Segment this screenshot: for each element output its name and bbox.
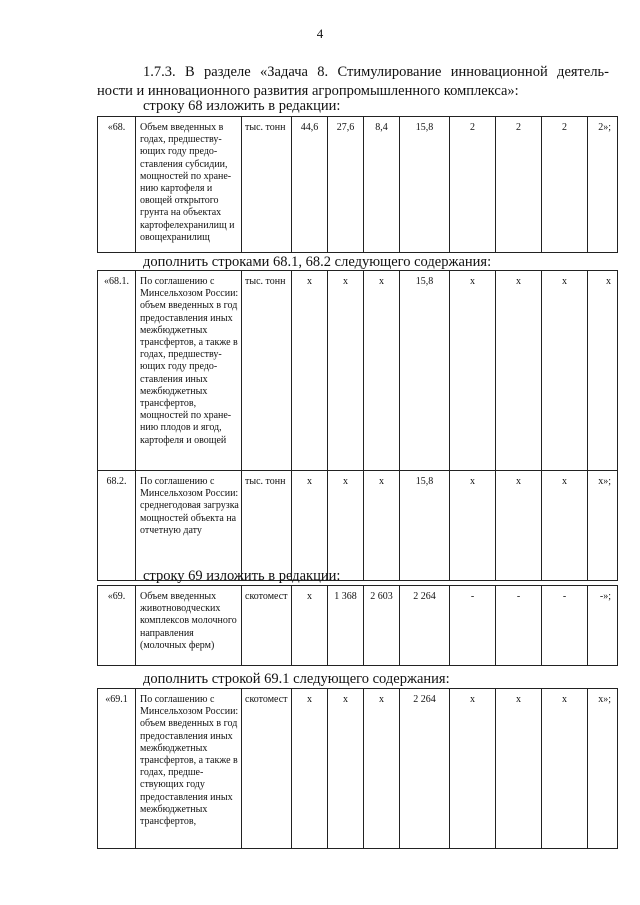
cell-value-7: 2 (542, 117, 588, 253)
cell-value-1: x (292, 471, 328, 581)
table-rows-68-1-68-2 (97, 270, 618, 581)
table-row (98, 117, 618, 253)
cell-indicator-name: Объем введенных в годах, предшеству-ющих году предо-ставления субсидии, мощностей по хране-нию картофеля и овощей открытого грунта на объектах картофелехранилищ и овощехранилищ (136, 117, 242, 253)
cell-value-6: 2 (496, 117, 542, 253)
cell-unit: тыс. тонн (242, 471, 292, 581)
cell-value-2: 27,6 (328, 117, 364, 253)
cell-value-8: x»; (588, 689, 618, 849)
intro-paragraph (97, 63, 609, 101)
cell-indicator-name: По соглашению с Минсельхозом России: среднегодовая загрузка мощностей объекта на отчетную дату (136, 471, 242, 581)
cell-value-1: x (292, 271, 328, 471)
cell-value-5: x (450, 689, 496, 849)
cell-value-8: -»; (588, 586, 618, 666)
label-row-69-1: дополнить строкой 69.1 следующего содержания: (143, 671, 450, 687)
cell-indicator-name: По соглашению с Минсельхозом России: объем введенных в год предоставления иных межбюджетных трансфертов, а также в годах, предше-ствующих году предоставления иных межбюджетных трансфертов, (136, 689, 242, 849)
cell-value-5: 2 (450, 117, 496, 253)
cell-value-4: 15,8 (400, 117, 450, 253)
cell-unit: скотомест (242, 586, 292, 666)
cell-row-number: 68.2. (98, 471, 136, 581)
cell-value-6: - (496, 586, 542, 666)
cell-indicator-name: По соглашению с Минсельхозом России: объем введенных в год предоставления иных межбюджетных трансфертов, а также в годах, предшеству-ющих году предо-ставления иных межбюджетных трансфертов, мощностей по хране-нию плодов и ягод, картофеля и овощей (136, 271, 242, 471)
intro-line-2: ности и инновационного развития агропромышленного комплекса»: (97, 83, 519, 99)
table-row-68 (97, 116, 618, 253)
table-row (98, 271, 618, 471)
cell-value-6: x (496, 271, 542, 471)
cell-value-1: x (292, 586, 328, 666)
cell-value-3: x (364, 271, 400, 471)
cell-value-8: x»; (588, 471, 618, 581)
cell-value-8: x (588, 271, 618, 471)
table-row (98, 471, 618, 581)
cell-value-5: x (450, 471, 496, 581)
cell-value-3: 2 603 (364, 586, 400, 666)
cell-indicator-name: Объем введенных животноводческих комплексов молочного направления (молочных ферм) (136, 586, 242, 666)
cell-row-number: «68. (98, 117, 136, 253)
cell-value-6: x (496, 471, 542, 581)
cell-value-7: - (542, 586, 588, 666)
cell-row-number: «69. (98, 586, 136, 666)
intro-line-1: 1.7.3. В разделе «Задача 8. Стимулирование инновационной деятель- (143, 64, 609, 80)
cell-unit: тыс. тонн (242, 271, 292, 471)
table-row-69 (97, 585, 618, 666)
cell-value-2: x (328, 271, 364, 471)
cell-unit: тыс. тонн (242, 117, 292, 253)
cell-value-7: x (542, 689, 588, 849)
cell-value-3: 8,4 (364, 117, 400, 253)
cell-value-3: x (364, 689, 400, 849)
cell-value-6: x (496, 689, 542, 849)
cell-value-2: 1 368 (328, 586, 364, 666)
cell-value-8: 2»; (588, 117, 618, 253)
cell-value-2: x (328, 689, 364, 849)
page-number: 4 (316, 26, 324, 41)
cell-row-number: «68.1. (98, 271, 136, 471)
label-rows-68-1-68-2: дополнить строками 68.1, 68.2 следующего содержания: (143, 254, 492, 270)
table-row (98, 586, 618, 666)
cell-value-5: x (450, 271, 496, 471)
cell-value-4: 15,8 (400, 271, 450, 471)
table-row (98, 689, 618, 849)
cell-value-4: 2 264 (400, 689, 450, 849)
label-row-68: строку 68 изложить в редакции: (143, 98, 341, 114)
label-row-69: строку 69 изложить в редакции: (143, 568, 341, 584)
cell-value-7: x (542, 271, 588, 471)
cell-value-5: - (450, 586, 496, 666)
cell-value-4: 15,8 (400, 471, 450, 581)
cell-value-3: x (364, 471, 400, 581)
cell-row-number: «69.1 (98, 689, 136, 849)
cell-unit: скотомест (242, 689, 292, 849)
cell-value-1: 44,6 (292, 117, 328, 253)
cell-value-4: 2 264 (400, 586, 450, 666)
table-row-69-1 (97, 688, 618, 849)
cell-value-1: x (292, 689, 328, 849)
cell-value-2: x (328, 471, 364, 581)
cell-value-7: x (542, 471, 588, 581)
